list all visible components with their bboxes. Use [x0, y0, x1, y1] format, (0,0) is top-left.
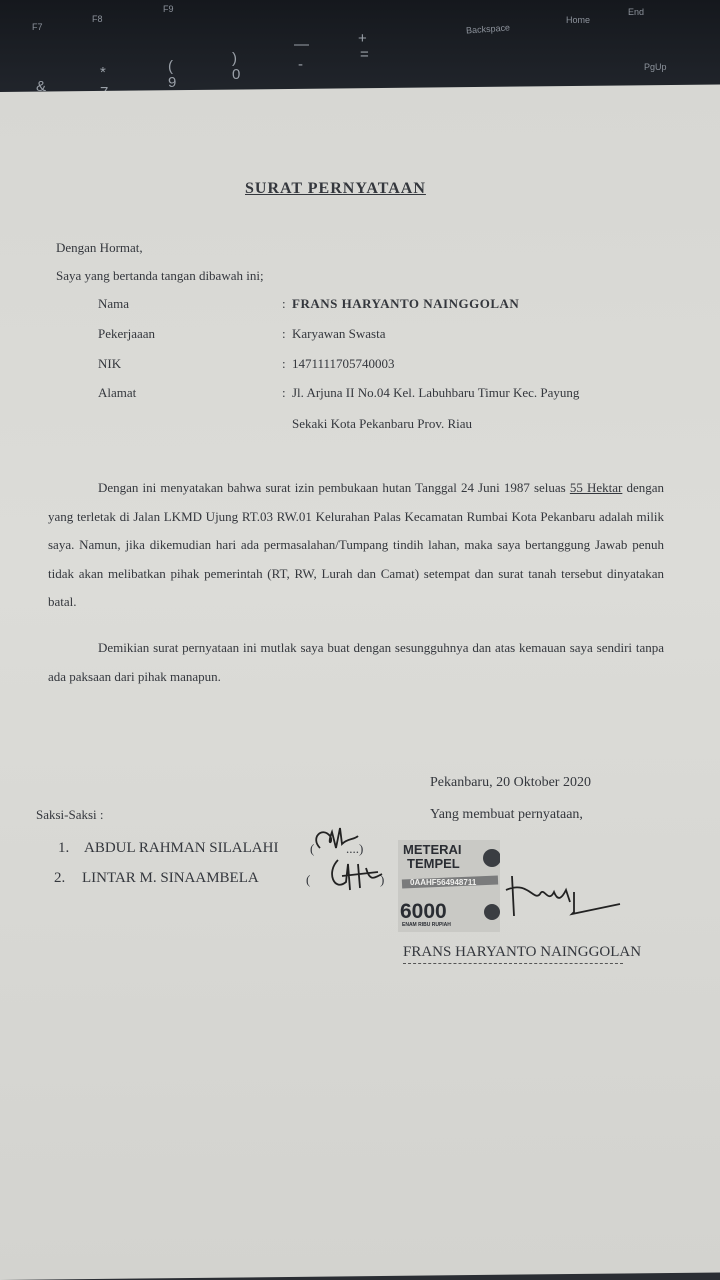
witness-paren-close: ....) — [346, 841, 364, 856]
key-f7: F7 — [32, 22, 43, 32]
field-colon: : — [282, 296, 286, 311]
key-char: * — [100, 64, 106, 81]
witness-paren-close: ) — [380, 872, 385, 887]
stamp-serial: 0AAHF564948711 — [410, 878, 477, 887]
key-char: = — [360, 46, 369, 63]
witness-heading: Saksi-Saksi : — [36, 807, 104, 822]
field-colon: : — [282, 356, 286, 371]
signer-role: Yang membuat pernyataan, — [430, 807, 583, 822]
key-end: End — [628, 7, 645, 17]
body-paragraph-2 — [48, 634, 664, 691]
stamp-subtext: ENAM RIBU RUPIAH — [402, 922, 451, 928]
meterai-stamp — [398, 840, 500, 932]
key-char: 9 — [168, 74, 177, 91]
key-char: — — [294, 36, 309, 53]
witness-2-signature-icon — [318, 852, 388, 900]
stamp-value: 6000 — [400, 900, 447, 923]
witness-name: LINTAR M. SINAAMBELA — [82, 870, 259, 886]
body1-part-b: dengan yang terletak di Jalan LKMD Ujung RT.03 RW.01 Kelurahan Palas Kecamatan Rumbai Kota Pekanbaru adalah milik saya. Namun, jika dikemudian hari ada permasalahan/Tumpang tindih lahan, maka saya bertanggung Jawab penuh tidak akan melibatkan pihak pemerintah (RT, RW, Lurah dan Camat) setempat dan surat tanah tersebut dinyatakan batal. — [48, 480, 665, 609]
witness-paren-open: ( — [310, 841, 315, 856]
body1-part-a: Dengan ini menyatakan bahwa surat izin pembukaan hutan Tanggal 24 Juni 1987 seluas — [98, 480, 566, 495]
key-char: 0 — [232, 66, 241, 83]
field-value-alamat: Jl. Arjuna II No.04 Kel. Labuhbaru Timur Kec. Payung — [292, 385, 580, 400]
field-colon: : — [282, 326, 286, 341]
field-label-pekerjaan: Pekerjaaan — [98, 326, 156, 341]
field-label-nik: NIK — [98, 356, 122, 371]
greeting: Dengan Hormat, — [56, 240, 143, 255]
signer-name-underline — [403, 963, 623, 964]
body2-text: Demikian surat pernyataan ini mutlak saya buat dengan sesungguhnya dan atas kemauan saya sendiri tanpa ada paksaan dari pihak manapun. — [48, 640, 664, 684]
key-home: Home — [566, 15, 591, 25]
key-char: & — [36, 78, 47, 95]
key-char: - — [298, 56, 303, 73]
witness-paren-open: ( — [306, 872, 311, 887]
key-f9: F9 — [163, 4, 174, 14]
field-value-nik: 1471111705740003 — [292, 356, 395, 371]
letter-title: SURAT PERNYATAAN — [245, 180, 426, 197]
field-colon: : — [282, 385, 286, 400]
key-char: + — [358, 30, 367, 47]
field-label-alamat: Alamat — [98, 385, 137, 400]
field-value-alamat-cont: Sekaki Kota Pekanbaru Prov. Riau — [292, 416, 473, 431]
field-label-nama: Nama — [98, 296, 130, 311]
key-char: ( — [168, 58, 173, 75]
stamp-line2: TEMPEL — [407, 856, 460, 871]
place-date: Pekanbaru, 20 Oktober 2020 — [430, 775, 591, 790]
witness-name: ABDUL RAHMAN SILALAHI — [84, 840, 279, 856]
stamp-line1: METERAI — [403, 842, 462, 857]
body-paragraph-1 — [48, 474, 664, 617]
field-value-pekerjaan: Karyawan Swasta — [292, 326, 386, 341]
body1-area: 55 Hektar — [569, 480, 623, 495]
signer-signature-icon — [488, 872, 628, 920]
key-pgup: PgUp — [644, 62, 667, 72]
key-char: ) — [232, 50, 237, 67]
witness-number: 2. — [54, 870, 66, 886]
witness-number: 1. — [58, 840, 70, 856]
intro-line: Saya yang bertanda tangan dibawah ini; — [56, 268, 264, 283]
signer-name: FRANS HARYANTO NAINGGOLAN — [403, 944, 642, 960]
field-value-nama: FRANS HARYANTO NAINGGOLAN — [292, 296, 520, 311]
key-backspace: Backspace — [465, 22, 511, 36]
key-f8: F8 — [92, 14, 103, 24]
